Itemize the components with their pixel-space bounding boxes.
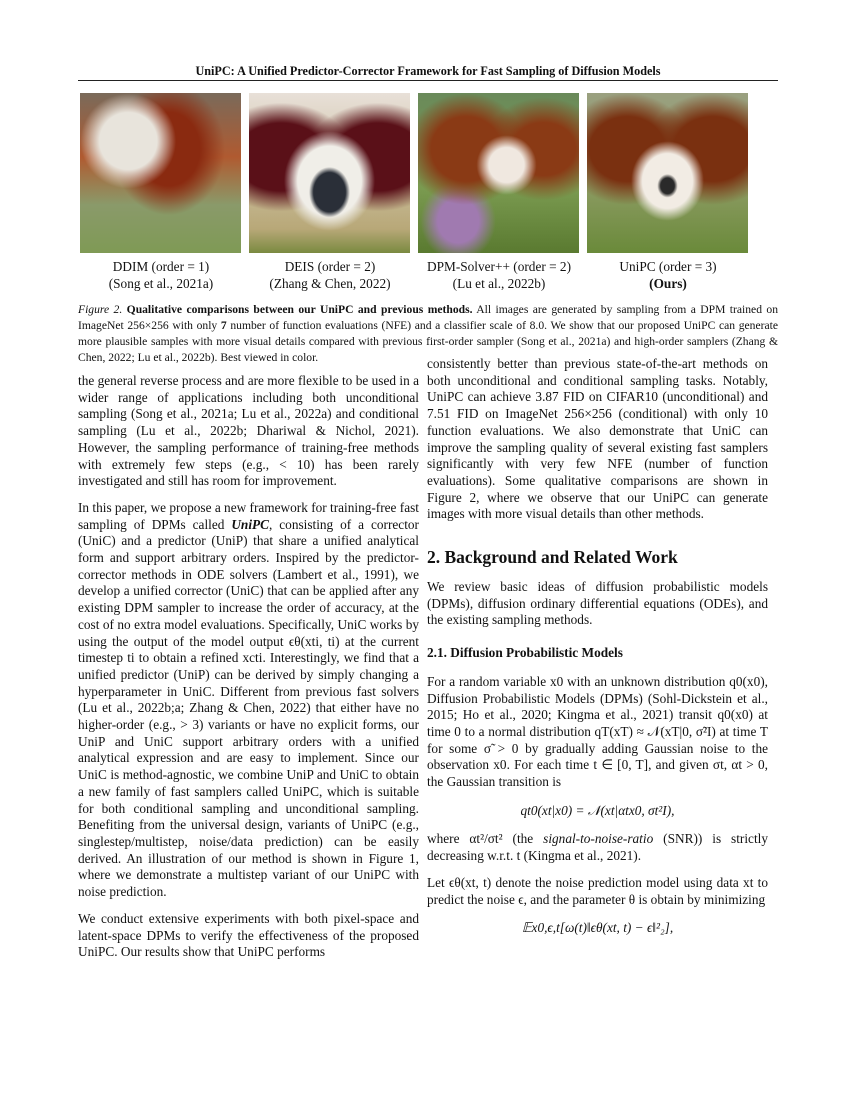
figure-image-deis: [249, 93, 410, 253]
text: (SNR)) is strictly decreasing w.r.t. t (Kingma et al., 2021).: [427, 831, 768, 864]
panel-method: UniPC (order = 3): [619, 259, 717, 274]
text: , consisting of a corrector (UniC) and a predictor (UniP) that share a unified analytical form and support arbitrary orders. Inspired by the predictor-corrector methods in ODE solvers (Lambert et al., 1991), we develop a unified corrector (UniC) that can be applied after any existing DPM sampler to increase the order of accuracy, at the cost of no extra model evaluations. Specifically, UniC works by using the output of the model output ϵθ(xti, ti) at the current timestep ti to obtain a refined xcti. Interestingly, we find that a unified predictor (UniP) can be derived by simply changing a hyperparameter in UniC. Different from previous fast solvers (Lu et al., 2022b;a; Zhang & Chen, 2022) that either have no higher-order (e.g., > 3) variants or have no explicit forms, our UniP and UniC support arbitrary orders with a unified analytical expression and are easy to implement. Since our UniC is method-agnostic, we combine UniP and UniC to obtain a new family of fast samplers called UniPC, which is suitable for both conditional sampling and unconditional sampling. Benefiting from the universal design, variants of UniPC (e.g., singlestep/multistep, noise/data prediction) can be easily derived. An illustration of our method is shown in Figure 1, where we demonstrate a multistep variant of our UniPC with noise prediction.: [78, 516, 419, 900]
paragraph: consistently better than previous state-of-the-art methods on both unconditional and conditional sampling tasks. Notably, UniPC can achieve 3.87 FID on CIFAR10 (unconditional) and 7.51 FID on ImageNet 256×256 (conditional) with only 10 function evaluations. We also demonstrate that UniC can improve the sampling quality of several existing fast samplers significantly with very few NFE (number of function evaluations). Some qualitative comparisons are shown in Figure 2, where we observe that our UniPC can generate images with more visual details than other methods.: [427, 356, 768, 522]
panel-citation: (Zhang & Chen, 2022): [269, 276, 391, 291]
emphasis: signal-to-noise-ratio: [543, 831, 654, 847]
right-column: [427, 356, 768, 949]
panel-citation: (Song et al., 2021a): [108, 276, 214, 291]
paragraph: [78, 500, 419, 901]
figure-image-unipc: [587, 93, 748, 253]
paragraph: For a random variable x0 with an unknown distribution q0(x0), Diffusion Probabilistic Models (DPMs) (Sohl-Dickstein et al., 2015; Ho et al., 2020; Kingma et al., 2021) transit q0(x0) at time 0 to a normal distribution qT(xT) ≈ 𝒩(xT|0, σ̃²I) at time T for some σ̃ > 0 by gradually adding Gaussian noise to the observation x0. For each time t ∈ [0, T], and given σt, αt > 0, the Gaussian transition is: [427, 673, 768, 790]
panel-caption-deis: [245, 258, 415, 292]
panel-caption-dpm-solver: [414, 258, 584, 292]
method-name: UniPC: [231, 516, 270, 532]
running-title: UniPC: A Unified Predictor-Corrector Framework for Fast Sampling of Diffusion Models: [195, 64, 661, 78]
caption-text: number of function evaluations (NFE) and a classifier scale of 8.0. We show that our proposed UniPC can generate more plausible samples with more visual details compared with previous first-order sampler (Song et al., 2021a) and high-order samplers (Zhang & Chen, 2022; Lu et al., 2022b). Best viewed in color.: [78, 319, 778, 364]
section-heading: 2. Background and Related Work: [427, 547, 678, 568]
equation-transition: qt0(xt|x0) = 𝒩(xt|αtx0, σt²I),: [520, 802, 675, 818]
caption-text: All images are generated by sampling from a DPM trained on ImageNet 256×256 with only: [78, 303, 779, 332]
figure-label: Figure 2.: [78, 303, 123, 316]
caption-title: Qualitative comparisons between our UniPC and previous methods.: [126, 303, 473, 316]
left-column: [78, 373, 419, 971]
paragraph: Let ϵθ(xt, t) denote the noise prediction model using data xt to predict the noise ϵ, and the parameter θ is obtain by minimizing: [427, 874, 768, 907]
subsection-heading: 2.1. Diffusion Probabilistic Models: [427, 645, 623, 661]
caption-nfe: 7: [220, 319, 227, 332]
figure-image-dpm-solver: [418, 93, 579, 253]
panel-citation: (Ours): [649, 276, 687, 291]
paragraph: the general reverse process and are more flexible to be used in a wider range of applications including both unconditional sampling (Song et al., 2021a; Lu et al., 2022a) and conditional sampling (Lu et al., 2022b; Dhariwal & Nichol, 2021). However, the sampling performance of training-free methods with extremely few steps (e.g., < 10) has been rarely investigated and still has room for improvement.: [78, 373, 419, 489]
paragraph: [427, 831, 768, 864]
text: where αt²/σt² (the: [427, 831, 544, 847]
panel-method: DDIM (order = 1): [112, 259, 210, 274]
figure-image-ddim: [80, 93, 241, 253]
panel-method: DPM-Solver++ (order = 2): [427, 259, 571, 274]
equation-loss: 𝔼x0,ϵ,t[ω(t)‖ϵθ(xt, t) − ϵ‖²₂],: [521, 920, 674, 936]
panel-method: DEIS (order = 2): [284, 259, 376, 274]
header-rule: [78, 80, 778, 81]
panel-caption-unipc: [583, 258, 753, 292]
paragraph: We conduct extensive experiments with both pixel-space and latent-space DPMs to verify the effectiveness of the proposed UniPC. Our results show that UniPC performs: [78, 910, 419, 960]
panel-citation: (Lu et al., 2022b): [452, 276, 546, 291]
text: In this paper, we propose a new framework for training-free fast sampling of DPMs called: [78, 499, 419, 532]
panel-caption-ddim: [76, 258, 246, 292]
paragraph: We review basic ideas of diffusion probabilistic models (DPMs), diffusion ordinary differential equations (ODEs), and the existing sampling methods.: [427, 579, 768, 628]
